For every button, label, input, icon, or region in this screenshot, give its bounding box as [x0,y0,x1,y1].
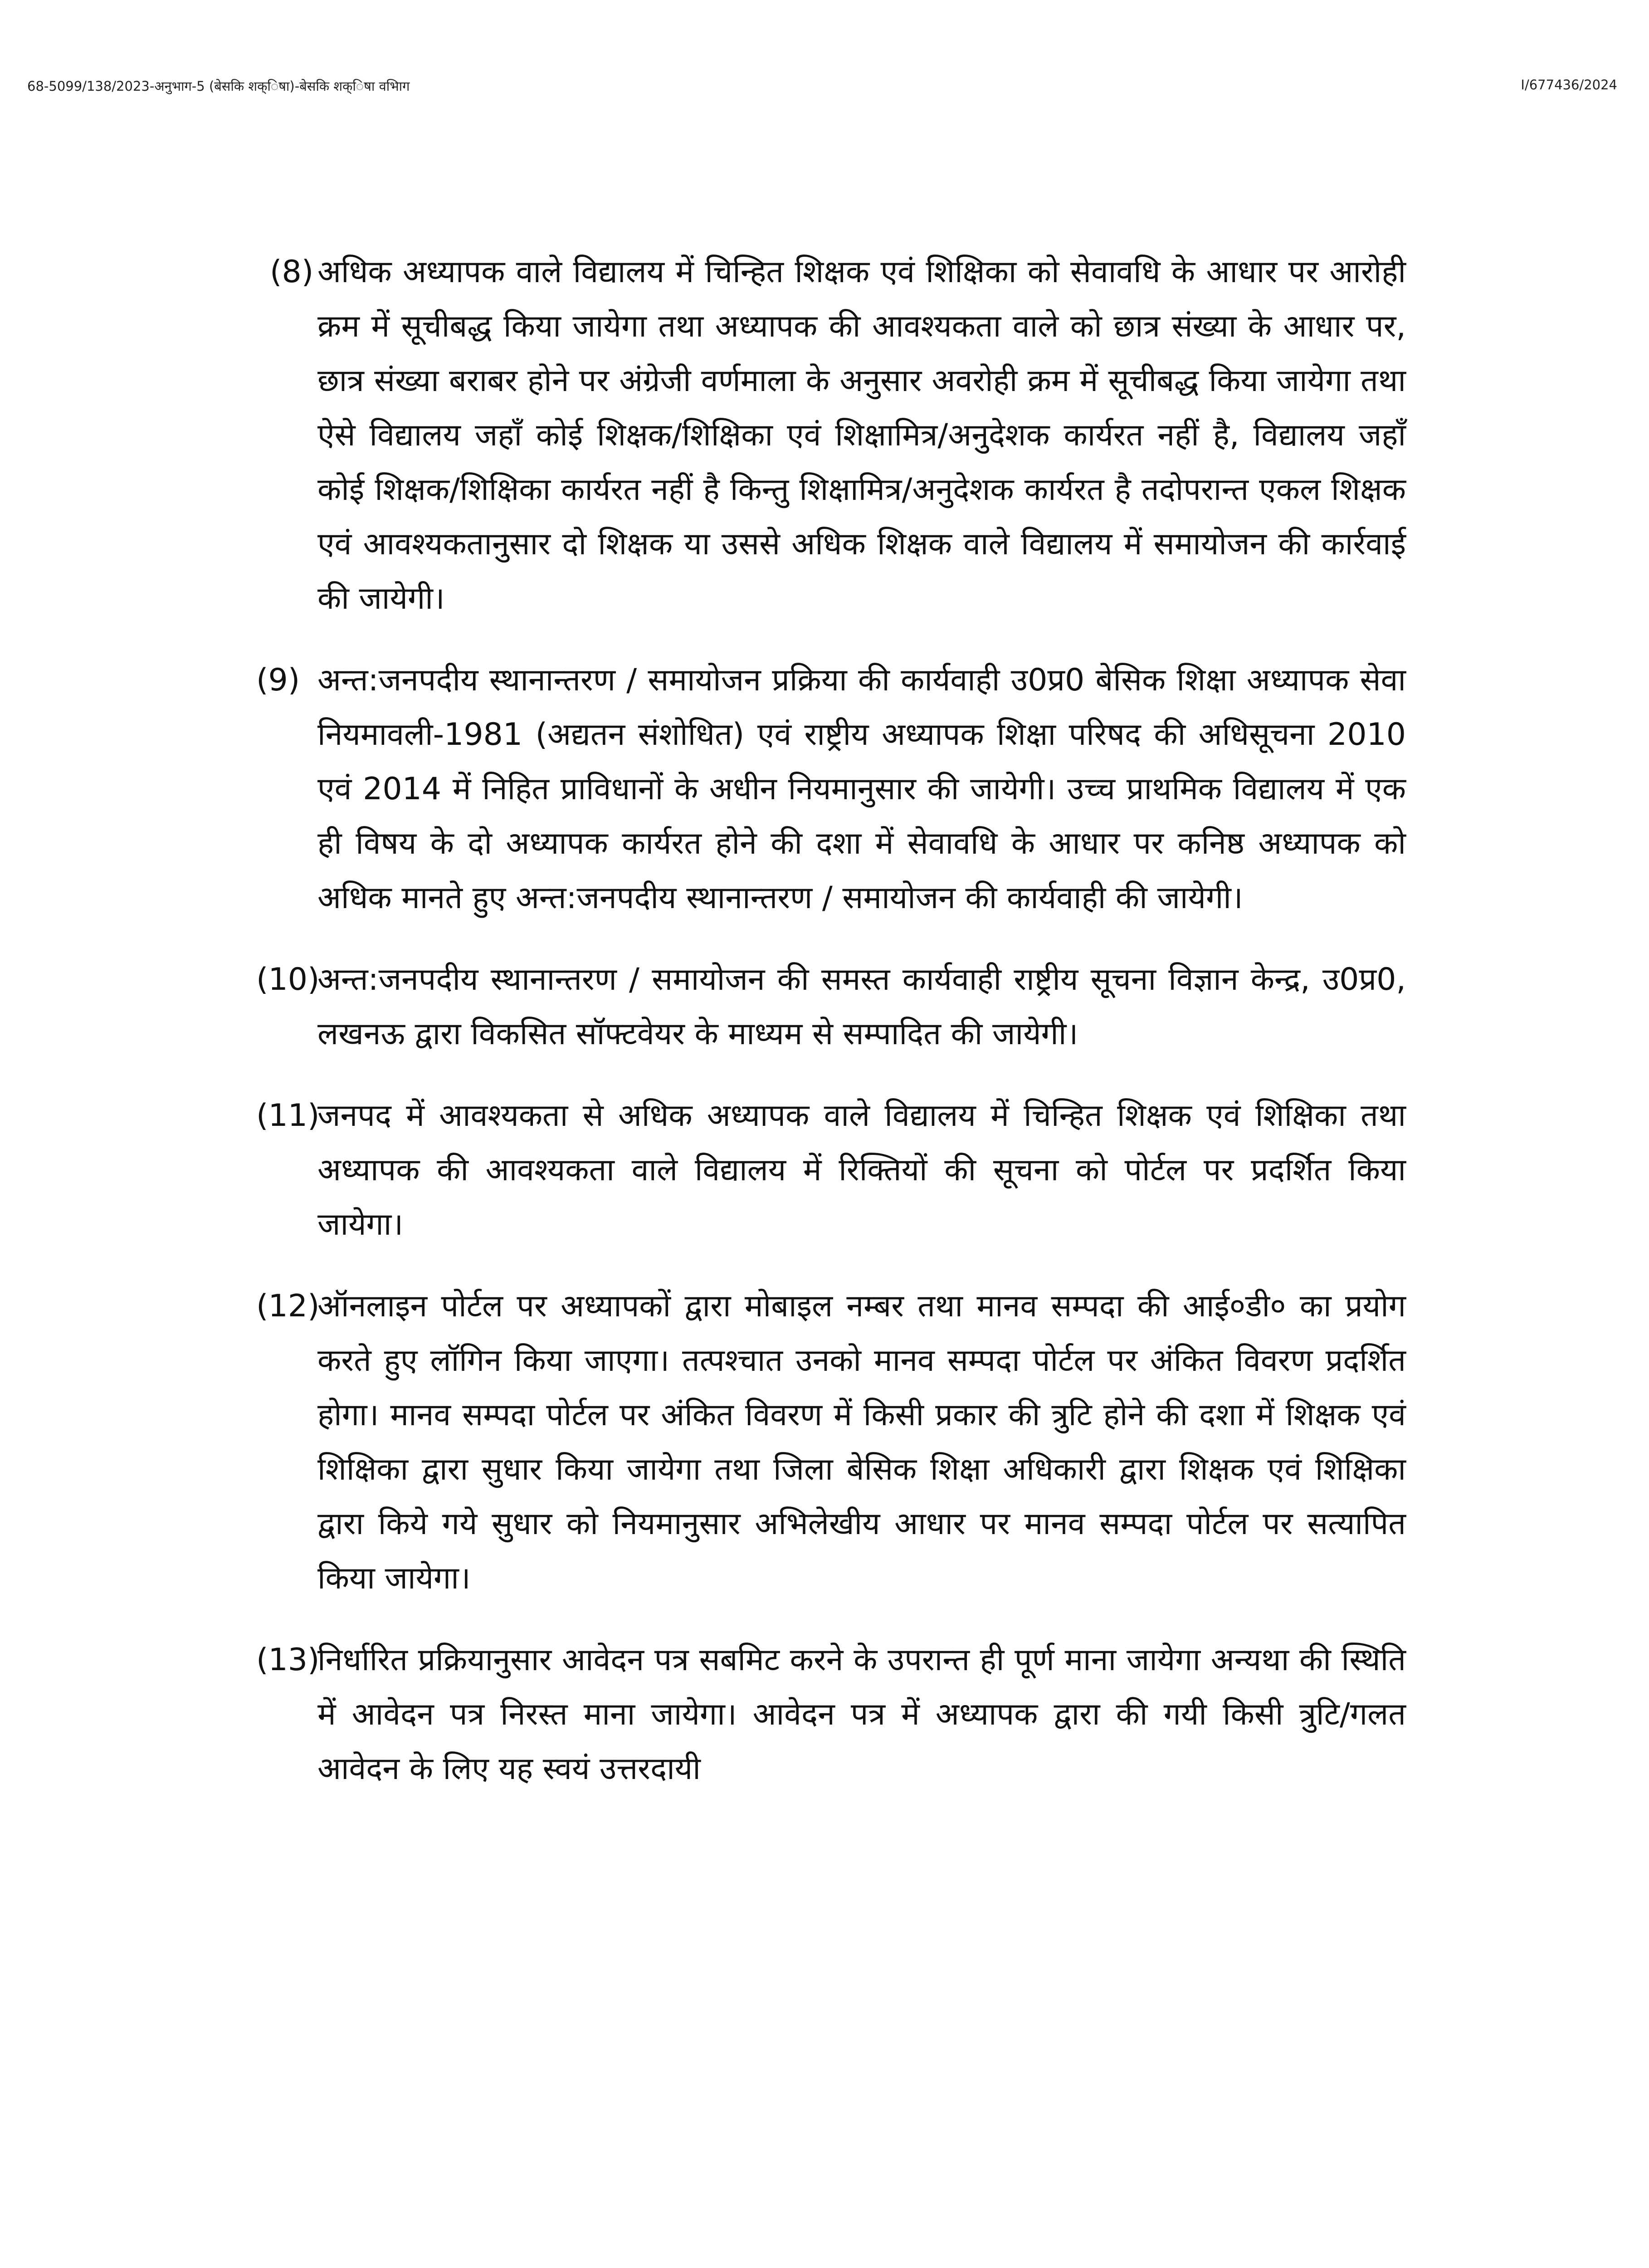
clause-10 [256,953,1406,1061]
clause-8 [270,245,1406,626]
clause-text: जनपद में आवश्यकता से अधिक अध्यापक वाले विद्यालय में चिन्हित शिक्षक एवं शिक्षिका तथा अध्यापक की आवश्यकता वाले विद्यालय में रिक्तियों की सूचना को पोर्टल पर प्रदर्शित किया जायेगा। [317,1098,1406,1242]
clause-11 [256,1089,1406,1252]
clause-number: (8) [270,254,314,290]
clause-number: (10) [256,962,320,997]
clause-number: (9) [256,662,300,698]
document-number: I/677436/2024 [1521,77,1617,93]
clause-text: अन्त:जनपदीय स्थानान्तरण / समायोजन प्रक्रिया की कार्यवाही उ0प्र0 बेसिक शिक्षा अध्यापक सेवा नियमावली-1981 (अद्यतन संशोधित) एवं राष्ट्रीय अध्यापक शिक्षा परिषद की अधिसूचना 2010 एवं 2014 में निहित प्राविधानों के अधीन नियमानुसार की जायेगी। उच्च प्राथमिक विद्यालय में एक ही विषय के दो अध्यापक कार्यरत होने की दशा में सेवावधि के आधार पर कनिष्ठ अध्यापक को अधिक मानते हुए अन्त:जनपदीय स्थानान्तरण / समायोजन की कार्यवाही की जायेगी। [317,662,1406,916]
clause-text: ऑनलाइन पोर्टल पर अध्यापकों द्वारा मोबाइल नम्बर तथा मानव सम्पदा की आई०डी० का प्रयोग करते हुए लॉगिन किया जाएगा। तत्पश्चात उनको मानव सम्पदा पोर्टल पर अंकित विवरण प्रदर्शित होगा। मानव सम्पदा पोर्टल पर अंकित विवरण में किसी प्रकार की त्रुटि होने की दशा में शिक्षक एवं शिक्षिका द्वारा सुधार किया जायेगा तथा जिला बेसिक शिक्षा अधिकारी द्वारा शिक्षक एवं शिक्षिका द्वारा किये गये सुधार को नियमानुसार अभिलेखीय आधार पर मानव सम्पदा पोर्टल पर सत्यापित किया जायेगा। [317,1288,1406,1596]
clause-number: (12) [256,1288,320,1324]
clause-text: निर्धारित प्रक्रियानुसार आवेदन पत्र सबमिट करने के उपरान्त ही पूर्ण माना जायेगा अन्यथा की स्थिति में आवेदन पत्र निरस्त माना जायेगा। आवेदन पत्र में अध्यापक द्वारा की गयी किसी त्रुटि/गलत आवेदन के लिए यह स्वयं उत्तरदायी [317,1642,1406,1787]
clause-12 [256,1279,1406,1606]
clause-9 [256,653,1406,925]
file-reference: 68-5099/138/2023-अनुभाग-5 (बेसकि शक्िषा)-बेसकि शक्िषा वभिाग [27,78,410,94]
clause-number: (13) [256,1642,320,1678]
clause-number: (11) [256,1098,320,1134]
clause-13 [256,1633,1406,1796]
document-body [256,245,1406,1823]
clause-text: अधिक अध्यापक वाले विद्यालय में चिन्हित शिक्षक एवं शिक्षिका को सेवावधि के आधार पर आरोही क्रम में सूचीबद्ध किया जायेगा तथा अध्यापक की आवश्यकता वाले को छात्र संख्या के आधार पर, छात्र संख्या बराबर होने पर अंग्रेजी वर्णमाला के अनुसार अवरोही क्रम में सूचीबद्ध किया जायेगा तथा ऐसे विद्यालय जहाँ कोई शिक्षक/शिक्षिका एवं शिक्षामित्र/अनुदेशक कार्यरत नहीं है, विद्यालय जहाँ कोई शिक्षक/शिक्षिका कार्यरत नहीं है किन्तु शिक्षामित्र/अनुदेशक कार्यरत है तदोपरान्त एकल शिक्षक एवं आवश्यकतानुसार दो शिक्षक या उससे अधिक शिक्षक वाले विद्यालय में समायोजन की कार्रवाई की जायेगी। [317,254,1406,616]
page-header [27,77,1617,104]
clause-text: अन्त:जनपदीय स्थानान्तरण / समायोजन की समस्त कार्यवाही राष्ट्रीय सूचना विज्ञान केन्द्र, उ0प्र0, लखनऊ द्वारा विकसित सॉफ्टवेयर के माध्यम से सम्पादित की जायेगी। [317,962,1406,1052]
